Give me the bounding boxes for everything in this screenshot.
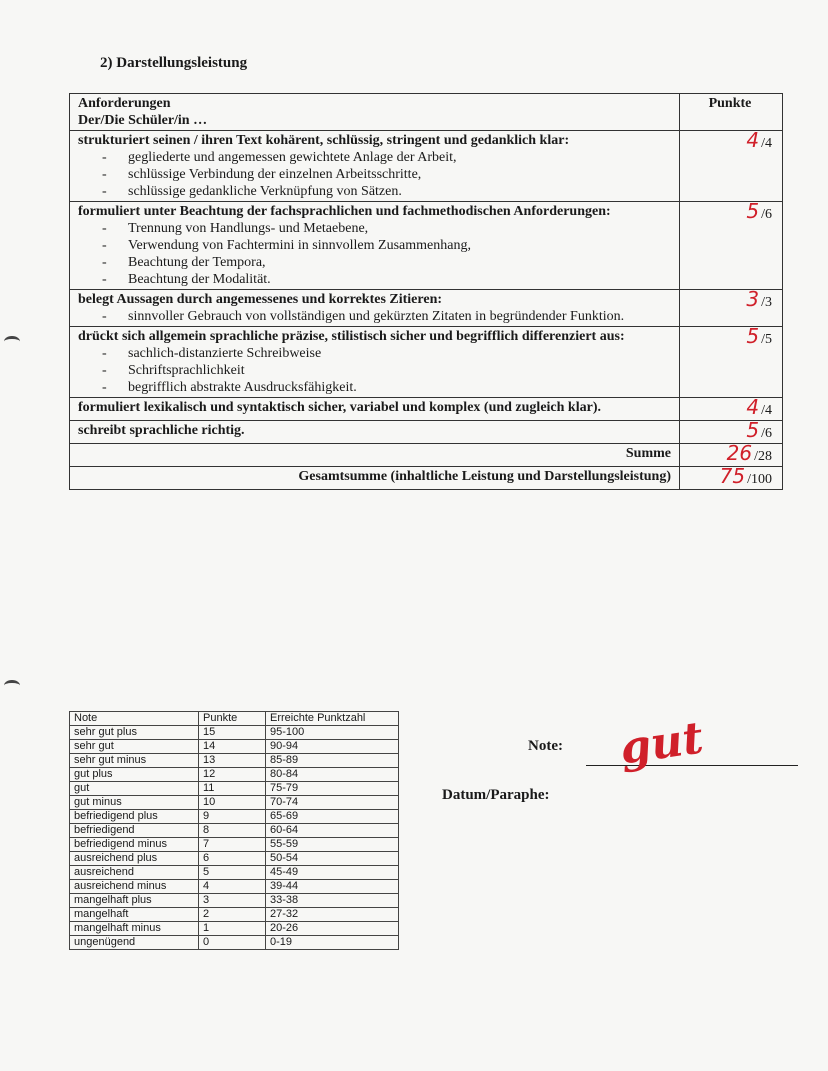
scale-range: 85-89: [266, 754, 399, 768]
max-points: /4: [761, 136, 772, 151]
scale-points: 1: [199, 922, 266, 936]
criterion-cell: [70, 131, 680, 202]
scale-points: 7: [199, 838, 266, 852]
criterion-subitem: - Beachtung der Modalität.: [102, 271, 671, 288]
grade-scale-table: [69, 711, 399, 950]
criterion-title: schreibt sprachliche richtig.: [78, 423, 245, 438]
scale-row: [70, 852, 399, 866]
handwritten-score: 5: [746, 324, 760, 348]
scale-range: 95-100: [266, 726, 399, 740]
header-student-label: Der/Die Schüler/in …: [78, 113, 208, 128]
scale-row: [70, 880, 399, 894]
scale-row: [70, 768, 399, 782]
punch-hole-top: [4, 336, 20, 347]
scale-grade: mangelhaft minus: [70, 922, 199, 936]
criterion-subitems: [78, 308, 671, 325]
gesamt-row-points-cell: [680, 464, 783, 490]
scale-range: 39-44: [266, 880, 399, 894]
scale-grade: ungenügend: [70, 936, 199, 950]
scale-grade: ausreichend minus: [70, 880, 199, 894]
scale-points: 8: [199, 824, 266, 838]
criterion-cell: [70, 290, 680, 327]
handwritten-score: 5: [746, 199, 760, 223]
criterion-cell: [70, 421, 680, 444]
scale-row: [70, 726, 399, 740]
scale-row: [70, 894, 399, 908]
scale-grade: gut: [70, 782, 199, 796]
scale-grade: befriedigend: [70, 824, 199, 838]
criterion-subitems: [78, 345, 671, 396]
criterion-title: belegt Aussagen durch angemessenes und korrektes Zitieren:: [78, 292, 443, 307]
scale-range: 75-79: [266, 782, 399, 796]
scale-row: [70, 824, 399, 838]
scale-grade: mangelhaft plus: [70, 894, 199, 908]
criterion-subitem: - schlüssige gedankliche Verknüpfung von Sätzen.: [102, 183, 671, 200]
criterion-points-cell: [680, 287, 783, 327]
scale-range: 33-38: [266, 894, 399, 908]
handwritten-score: 26: [726, 441, 753, 465]
header-points: Punkte: [680, 94, 783, 131]
scale-points: 0: [199, 936, 266, 950]
scale-points: 15: [199, 726, 266, 740]
scale-points: 9: [199, 810, 266, 824]
criterion-cell: [70, 398, 680, 421]
punch-hole-bottom: [4, 680, 20, 691]
scale-row: [70, 810, 399, 824]
note-line: [586, 765, 798, 766]
criterion-cell: [70, 202, 680, 290]
scale-row: [70, 936, 399, 950]
scale-grade: ausreichend plus: [70, 852, 199, 866]
scale-row: [70, 782, 399, 796]
scale-row: [70, 740, 399, 754]
criterion-points-cell: [680, 199, 783, 290]
scale-row: [70, 866, 399, 880]
scale-range: 50-54: [266, 852, 399, 866]
criterion-title: strukturiert seinen / ihren Text kohärent, schlüssig, stringent und gedanklich klar:: [78, 133, 570, 148]
criterion-subitems: [78, 149, 671, 200]
handwritten-score: 3: [746, 287, 760, 311]
scale-grade: mangelhaft: [70, 908, 199, 922]
criterion-row: [70, 327, 783, 398]
scale-grade: befriedigend minus: [70, 838, 199, 852]
criterion-subitem: - sachlich-distanzierte Schreibweise: [102, 345, 671, 362]
scale-points: 3: [199, 894, 266, 908]
criterion-subitem: - Schriftsprachlichkeit: [102, 362, 671, 379]
scale-range: 90-94: [266, 740, 399, 754]
scale-header-grade: Note: [70, 712, 199, 726]
criterion-points-cell: [680, 395, 783, 421]
header-requirements: [70, 94, 680, 131]
scale-row: [70, 754, 399, 768]
gesamt-row-label: Gesamtsumme (inhaltliche Leistung und Darstellungsleistung): [70, 467, 680, 490]
criterion-subitem: - Verwendung von Fachtermini in sinnvollem Zusammenhang,: [102, 237, 671, 254]
criterion-points-cell: [680, 324, 783, 398]
scale-range: 60-64: [266, 824, 399, 838]
criterion-subitems: [78, 220, 671, 288]
scale-row: [70, 922, 399, 936]
section-title: 2) Darstellungsleistung: [100, 55, 248, 71]
scale-range: 65-69: [266, 810, 399, 824]
criterion-subitem: - Trennung von Handlungs- und Metaebene,: [102, 220, 671, 237]
handwritten-score: 5: [746, 418, 760, 442]
scale-points: 2: [199, 908, 266, 922]
note-label: Note:: [528, 738, 563, 754]
scale-points: 13: [199, 754, 266, 768]
scale-points: 5: [199, 866, 266, 880]
max-points: /28: [754, 449, 772, 464]
scale-range: 80-84: [266, 768, 399, 782]
scale-header-points: Punkte: [199, 712, 266, 726]
scale-row: [70, 796, 399, 810]
criterion-title: formuliert lexikalisch und syntaktisch sicher, variabel und komplex (und zugleich klar).: [78, 400, 601, 415]
criterion-title: formuliert unter Beachtung der fachsprachlichen und fachmethodischen Anforderungen:: [78, 204, 611, 219]
gesamt-row: [70, 467, 783, 490]
header-requirements-label: Anforderungen: [78, 96, 171, 111]
scale-range: 55-59: [266, 838, 399, 852]
scale-range: 45-49: [266, 866, 399, 880]
summe-row-label: Summe: [70, 444, 680, 467]
criterion-points-cell: [680, 128, 783, 202]
datum-label: Datum/Paraphe:: [442, 787, 550, 803]
criterion-subitem: - schlüssige Verbindung der einzelnen Arbeitsschritte,: [102, 166, 671, 183]
scale-points: 14: [199, 740, 266, 754]
scale-row: [70, 838, 399, 852]
max-points: /6: [761, 207, 772, 222]
table-header-row: [70, 94, 783, 131]
max-points: /100: [747, 472, 772, 487]
criterion-subitem: - begrifflich abstrakte Ausdrucksfähigkeit.: [102, 379, 671, 396]
scale-header-row: [70, 712, 399, 726]
criterion-row: [70, 290, 783, 327]
criterion-row: [70, 398, 783, 421]
scale-range: 20-26: [266, 922, 399, 936]
scale-range: 0-19: [266, 936, 399, 950]
scale-range: 70-74: [266, 796, 399, 810]
grading-table: [69, 93, 783, 490]
criterion-subitem: - Beachtung der Tempora,: [102, 254, 671, 271]
scale-grade: gut minus: [70, 796, 199, 810]
scale-row: [70, 908, 399, 922]
scale-grade: gut plus: [70, 768, 199, 782]
scale-grade: sehr gut minus: [70, 754, 199, 768]
handwritten-score: 4: [746, 395, 760, 419]
criterion-subitem: - sinnvoller Gebrauch von vollständigen und gekürzten Zitaten in begründender Funktion.: [102, 308, 671, 325]
max-points: /5: [761, 332, 772, 347]
max-points: /4: [761, 403, 772, 418]
scale-grade: ausreichend: [70, 866, 199, 880]
scale-grade: sehr gut plus: [70, 726, 199, 740]
scale-points: 12: [199, 768, 266, 782]
scale-range: 27-32: [266, 908, 399, 922]
criterion-subitem: - gegliederte und angemessen gewichtete Anlage der Arbeit,: [102, 149, 671, 166]
max-points: /3: [761, 295, 772, 310]
scale-points: 10: [199, 796, 266, 810]
note-value-handwritten: gut: [616, 712, 707, 775]
handwritten-score: 4: [746, 128, 760, 152]
scale-grade: sehr gut: [70, 740, 199, 754]
scale-points: 11: [199, 782, 266, 796]
summe-row: [70, 444, 783, 467]
criterion-row: [70, 202, 783, 290]
scale-header-range: Erreichte Punktzahl: [266, 712, 399, 726]
criterion-row: [70, 421, 783, 444]
criterion-row: [70, 131, 783, 202]
scale-points: 6: [199, 852, 266, 866]
handwritten-score: 75: [719, 464, 746, 488]
scale-points: 4: [199, 880, 266, 894]
criterion-title: drückt sich allgemein sprachliche präzise, stilistisch sicher und begrifflich differenziert aus:: [78, 329, 625, 344]
scale-grade: befriedigend plus: [70, 810, 199, 824]
max-points: /6: [761, 426, 772, 441]
criterion-cell: [70, 327, 680, 398]
